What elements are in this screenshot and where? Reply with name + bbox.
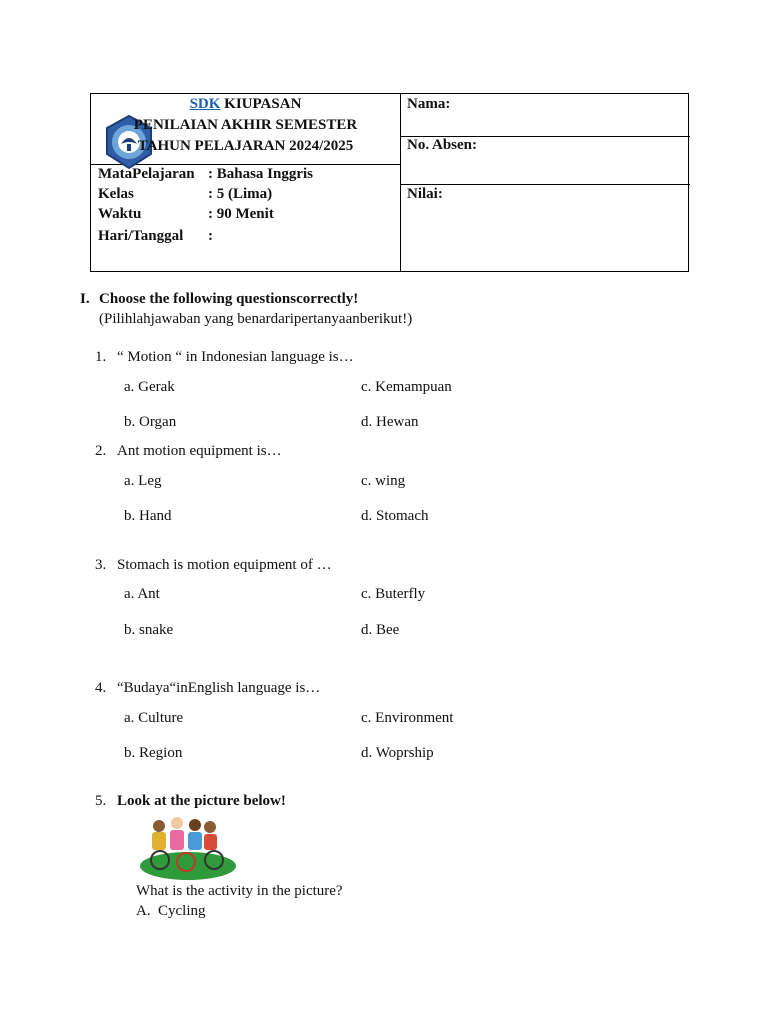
header-rule-absen (400, 184, 690, 185)
option-3d[interactable]: d. Bee (361, 622, 400, 638)
option-4a[interactable]: a. Culture (124, 710, 184, 726)
absen-field[interactable]: No. Absen: (407, 137, 478, 153)
info-class: Kelas : 5 (Lima) (98, 186, 273, 202)
option-4b[interactable]: b. Region (124, 745, 183, 761)
nilai-field[interactable]: Nilai: (407, 186, 443, 202)
school-link[interactable]: SDK (189, 96, 221, 112)
children-cycling-image (138, 814, 238, 882)
option-3a[interactable]: a. Ant (124, 586, 160, 602)
info-date: Hari/Tanggal : (98, 228, 213, 244)
school-year: TAHUN PELAJARAN 2024/2025 (137, 138, 354, 154)
section-number: I. (80, 291, 90, 307)
option-2a[interactable]: a. Leg (124, 473, 162, 489)
info-subject: MataPelajaran : Bahasa Inggris (98, 166, 314, 182)
option-3b[interactable]: b. snake (124, 622, 174, 638)
info-time: Waktu : 90 Menit (98, 206, 274, 222)
q5-question-text: What is the activity in the picture? (136, 883, 343, 899)
option-2d[interactable]: d. Stomach (361, 508, 429, 524)
question-5: 5. Look at the picture below! (95, 793, 286, 809)
header-table (90, 93, 689, 272)
option-4c[interactable]: c. Environment (361, 710, 454, 726)
option-1a[interactable]: a. Gerak (124, 379, 175, 395)
question-2: 2. Ant motion equipment is… (95, 443, 282, 459)
question-3: 3. Stomach is motion equipment of … (95, 557, 332, 573)
section-title: Choose the following questionscorrectly! (99, 291, 359, 307)
section-subtitle: (Pilihlahjawaban yang benardaripertanyaanberikut!) (99, 311, 413, 327)
option-1d[interactable]: d. Hewan (361, 414, 419, 430)
nama-field[interactable]: Nama: (407, 96, 451, 112)
option-1c[interactable]: c. Kemampuan (361, 379, 452, 395)
option-2c[interactable]: c. wing (361, 473, 406, 489)
school-name: SDK KIUPASAN (189, 96, 302, 112)
option-2b[interactable]: b. Hand (124, 508, 172, 524)
question-1: 1. “ Motion “ in Indonesian language is… (95, 349, 354, 365)
header-divider (400, 94, 401, 271)
exam-title: PENILAIAN AKHIR SEMESTER (133, 117, 358, 133)
option-1b[interactable]: b. Organ (124, 414, 177, 430)
option-4d[interactable]: d. Woprship (361, 745, 434, 761)
question-4: 4. “Budaya“inEnglish language is… (95, 680, 321, 696)
option-3c[interactable]: c. Buterfly (361, 586, 426, 602)
q5-answer-a[interactable]: A. Cycling (136, 903, 206, 919)
